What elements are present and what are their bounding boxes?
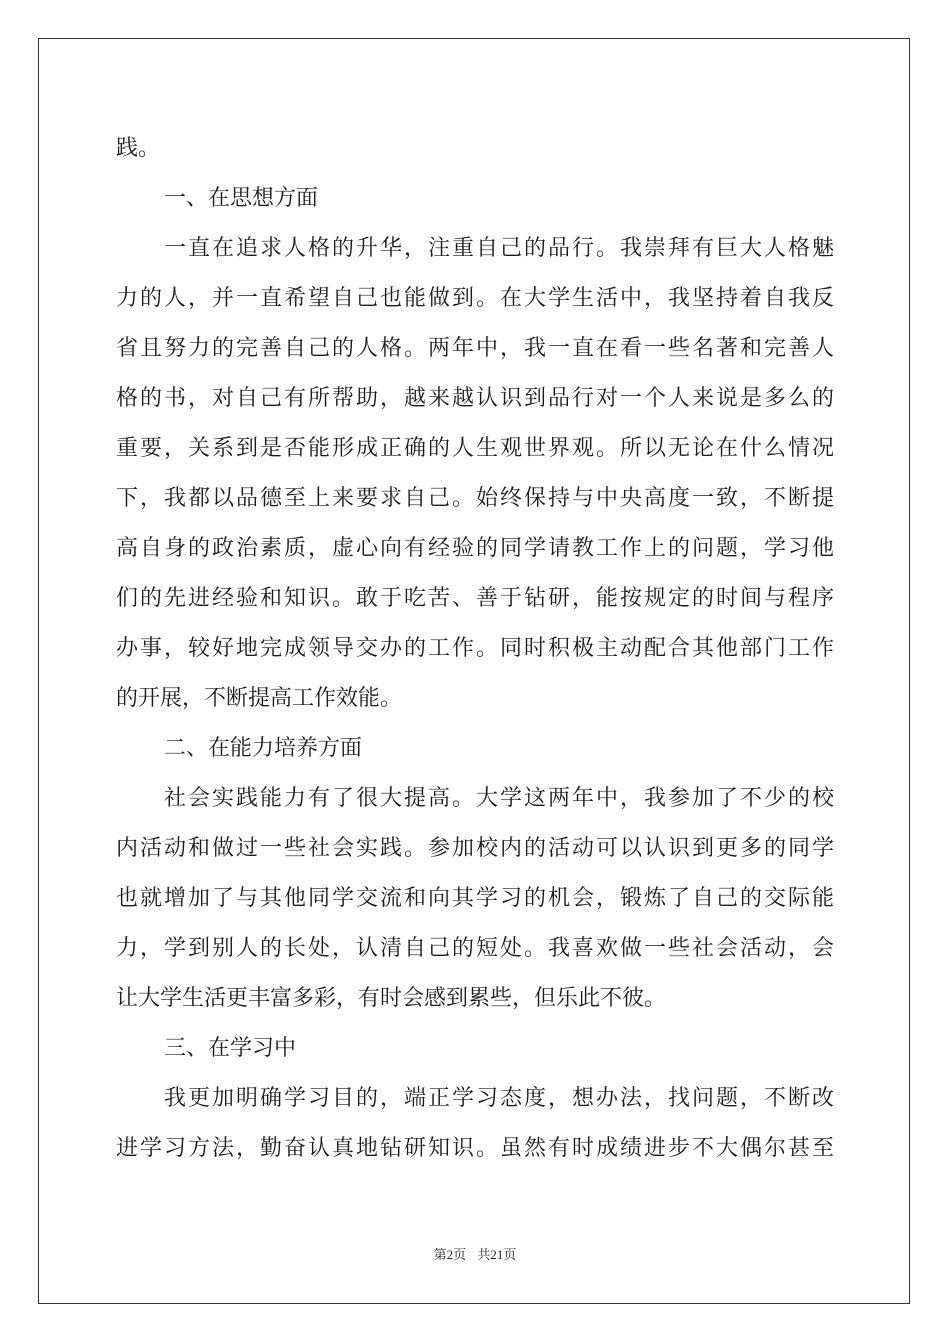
text-line: 格的书，对自己有所帮助，越来越认识到品行对一个人来说是多么的	[116, 386, 834, 411]
section-heading-ability: 二、在能力培养方面	[164, 736, 363, 761]
text-line: 下，我都以品德至上来要求自己。始终保持与中央高度一致，不断提	[116, 486, 834, 511]
text-line: 的开展，不断提高工作效能。	[116, 686, 403, 711]
page-total: 共21页	[477, 1247, 517, 1262]
text-line: 们的先进经验和知识。敢于吃苦、善于钻研，能按规定的时间与程序	[116, 586, 834, 611]
section-heading-study: 三、在学习中	[164, 1036, 297, 1061]
text-line: 让大学生活更丰富多彩，有时会感到累些，但乐此不彼。	[116, 986, 667, 1011]
text-line: 重要，关系到是否能形成正确的人生观世界观。所以无论在什么情况	[116, 436, 834, 461]
text-line: 内活动和做过一些社会实践。参加校内的活动可以认识到更多的同学	[116, 836, 834, 861]
text-line: 力，学到别人的长处，认清自己的短处。我喜欢做一些社会活动，会	[116, 936, 834, 961]
page-number: 第2页	[433, 1247, 467, 1262]
document-body	[116, 124, 834, 1174]
page-footer	[0, 1244, 950, 1263]
text-line: 也就增加了与其他同学交流和向其学习的机会，锻炼了自己的交际能	[116, 886, 834, 911]
section-heading-thought: 一、在思想方面	[164, 186, 319, 211]
text-line: 一直在追求人格的升华，注重自己的品行。我崇拜有巨大人格魅	[164, 236, 834, 261]
text-line: 省且努力的完善自己的人格。两年中，我一直在看一些名著和完善人	[116, 336, 834, 361]
text-line: 进学习方法，勤奋认真地钻研知识。虽然有时成绩进步不大偶尔甚至	[116, 1136, 834, 1161]
text-line: 社会实践能力有了很大提高。大学这两年中，我参加了不少的校	[164, 786, 834, 811]
text-line: 高自身的政治素质，虚心向有经验的同学请教工作上的问题，学习他	[116, 536, 834, 561]
text-line: 我更加明确学习目的，端正学习态度，想办法，找问题，不断改	[164, 1086, 834, 1111]
text-line: 践。	[116, 136, 161, 161]
text-line: 力的人，并一直希望自己也能做到。在大学生活中，我坚持着自我反	[116, 286, 834, 311]
text-line: 办事，较好地完成领导交办的工作。同时积极主动配合其他部门工作	[116, 636, 834, 661]
